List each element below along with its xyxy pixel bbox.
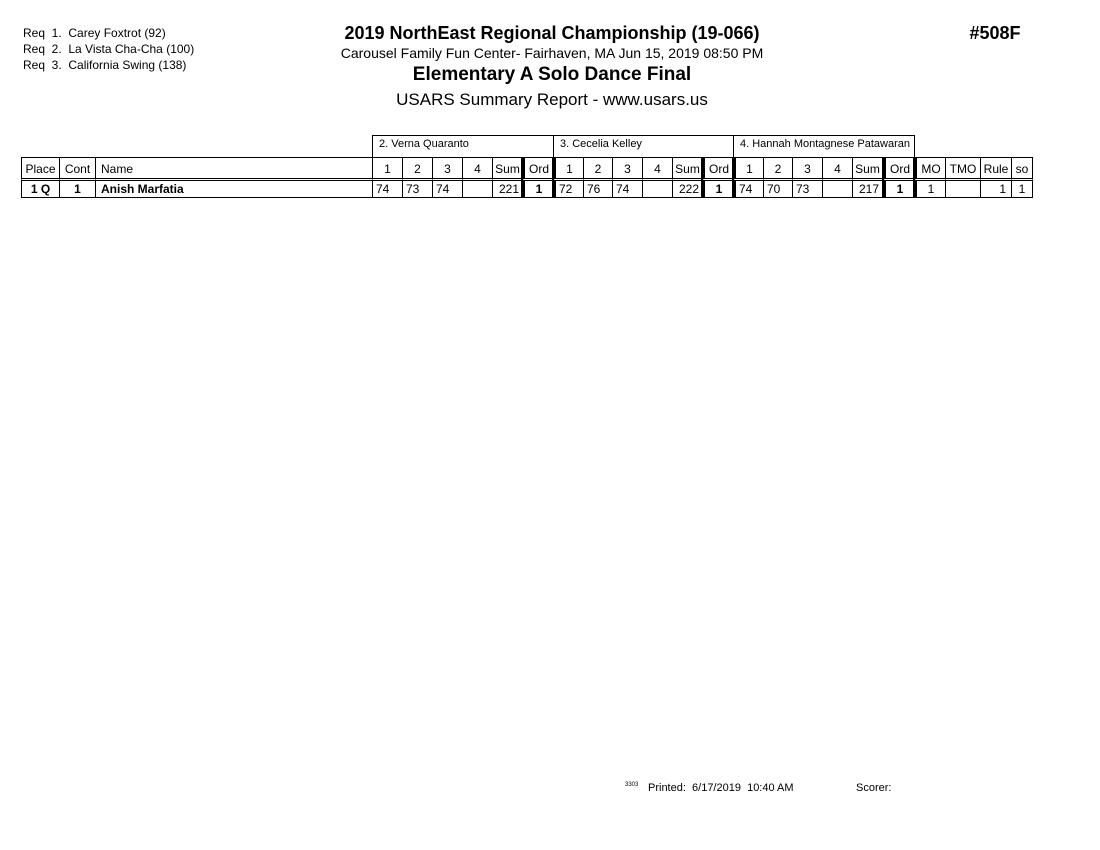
mo-cell: 1 xyxy=(913,178,945,198)
col-j3-ord: Ord xyxy=(701,157,733,178)
j2-ord: 1 xyxy=(521,178,553,198)
requirement-1: Req 1. Carey Foxtrot (92) xyxy=(23,26,166,40)
col-name: Name xyxy=(95,157,372,178)
event-code: #508F xyxy=(969,23,1021,43)
skater-name-cell: Anish Marfatia xyxy=(95,178,372,198)
j3-score-3: 74 xyxy=(612,178,642,198)
cont-cell: 1 xyxy=(59,178,95,198)
j3-ord: 1 xyxy=(701,178,733,198)
j4-score-3: 73 xyxy=(792,178,822,198)
report-title: USARS Summary Report - www.usars.us xyxy=(396,90,708,109)
j2-score-3: 74 xyxy=(432,178,462,198)
col-j2-ord: Ord xyxy=(521,157,553,178)
j3-score-1: 72 xyxy=(552,178,583,198)
col-so: so xyxy=(1011,157,1033,178)
printed-timestamp: Printed: 6/17/2019 10:40 AM xyxy=(648,782,794,794)
j4-score-4 xyxy=(822,178,852,198)
col-j3-2: 2 xyxy=(583,157,612,178)
col-j2-3: 3 xyxy=(432,157,462,178)
j2-score-2: 73 xyxy=(402,178,432,198)
col-j3-1: 1 xyxy=(552,157,583,178)
event-title: Elementary A Solo Dance Final xyxy=(412,64,692,85)
col-mo: MO xyxy=(913,157,945,178)
col-j4-1: 1 xyxy=(732,157,763,178)
col-j4-3: 3 xyxy=(792,157,822,178)
j2-score-4 xyxy=(462,178,492,198)
venue-date-line: Carousel Family Fun Center- Fairhaven, MA Jun 15, 2019 08:50 PM xyxy=(340,45,764,61)
col-j3-3: 3 xyxy=(612,157,642,178)
footer-code: 3303 xyxy=(625,782,639,788)
col-j4-4: 4 xyxy=(822,157,852,178)
j4-score-1: 74 xyxy=(732,178,763,198)
j2-score-1: 74 xyxy=(372,178,402,198)
scorer-label: Scorer: xyxy=(856,782,892,794)
col-j4-sum: Sum xyxy=(852,157,882,178)
rule-cell: 1 xyxy=(980,178,1011,198)
col-j2-4: 4 xyxy=(462,157,492,178)
judge-header-3: 3. Cecelia Kelley xyxy=(553,135,734,157)
j4-score-2: 70 xyxy=(763,178,792,198)
j3-sum: 222 xyxy=(672,178,702,198)
col-j4-ord: Ord xyxy=(882,157,914,178)
tmo-cell xyxy=(945,178,980,198)
col-rule: Rule xyxy=(980,157,1011,178)
col-j2-2: 2 xyxy=(402,157,432,178)
col-tmo: TMO xyxy=(945,157,980,178)
col-cont: Cont xyxy=(59,157,95,178)
judge-header-4: 4. Hannah Montagnese Patawaran xyxy=(733,135,915,157)
col-j2-sum: Sum xyxy=(492,157,522,178)
col-j2-1: 1 xyxy=(372,157,402,178)
j3-score-2: 76 xyxy=(583,178,612,198)
j3-score-4 xyxy=(642,178,672,198)
j2-sum: 221 xyxy=(492,178,522,198)
col-j4-2: 2 xyxy=(763,157,792,178)
requirement-3: Req 3. California Swing (138) xyxy=(23,58,187,72)
col-j3-sum: Sum xyxy=(672,157,702,178)
j4-sum: 217 xyxy=(852,178,882,198)
col-j3-4: 4 xyxy=(642,157,672,178)
requirement-2: Req 2. La Vista Cha-Cha (100) xyxy=(23,42,195,56)
judge-header-2: 2. Verna Quaranto xyxy=(372,135,554,157)
j4-ord: 1 xyxy=(882,178,914,198)
so-cell: 1 xyxy=(1011,178,1033,198)
place-cell: 1 Q xyxy=(21,178,59,198)
col-place: Place xyxy=(21,157,59,178)
competition-title: 2019 NorthEast Regional Championship (19-066) xyxy=(344,23,760,43)
